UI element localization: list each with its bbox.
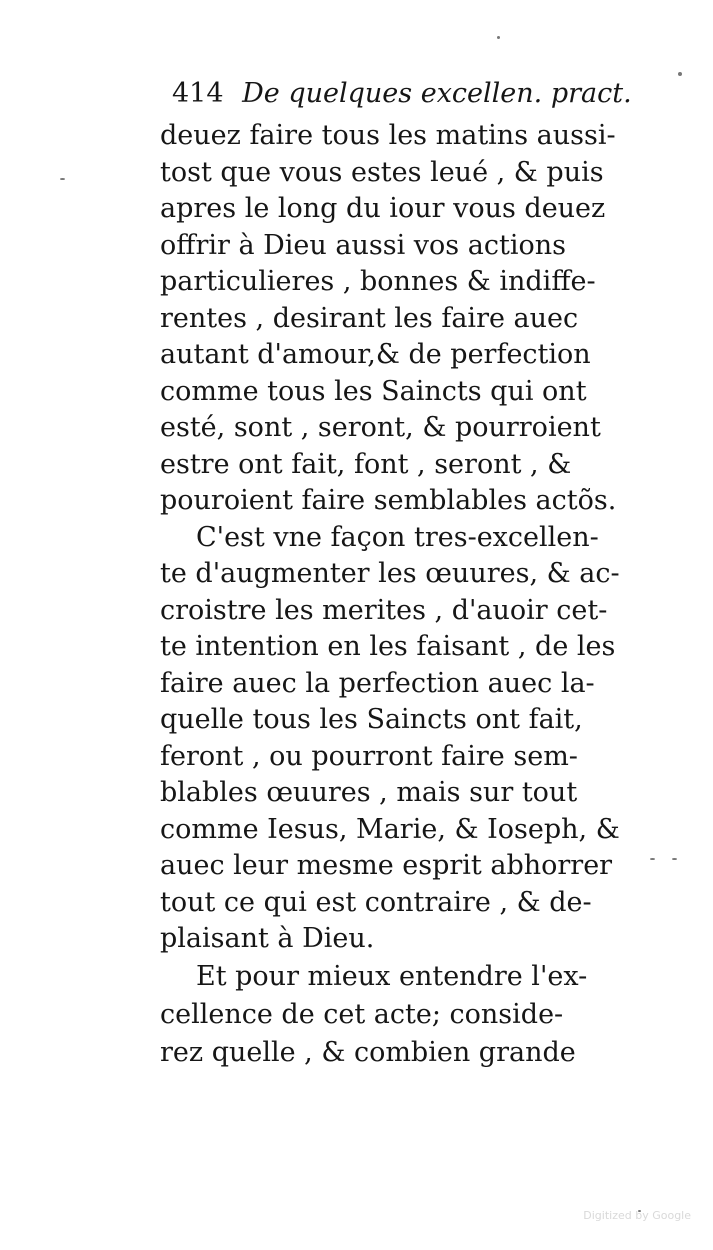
print-speck [678, 72, 682, 76]
text-line: rentes , desirant les faire auec [160, 302, 579, 334]
text-line: feront , ou pourront faire sem- [160, 740, 578, 772]
text-line: tost que vous estes leué , & puis [160, 156, 604, 188]
text-line: te intention en les faisant , de les [160, 631, 616, 662]
text-line: faire auec la perfection auec la- [160, 667, 595, 699]
text-line: estre ont fait, font , seront , & [160, 448, 572, 480]
text-line: apres le long du iour vous deuez [160, 193, 606, 224]
paragraph-start-line: C'est vne façon tres-excellen- [196, 521, 599, 553]
print-speck [497, 36, 500, 39]
print-speck [650, 858, 655, 860]
text-line: auec leur mesme esprit abhorrer [160, 850, 613, 881]
digitization-watermark: Digitized by Google [583, 1209, 691, 1222]
text-line: comme Iesus, Marie, & Ioseph, & [160, 813, 620, 845]
text-line: cellence de cet acte; conside- [160, 998, 564, 1030]
text-line: offrir à Dieu aussi vos actions [160, 229, 566, 261]
text-line: pouroient faire semblables actõs. [160, 485, 617, 516]
text-line: quelle tous les Saincts ont fait, [160, 704, 583, 735]
text-line: rez quelle , & combien grande [160, 1036, 576, 1068]
text-line: particulieres , bonnes & indiffe- [160, 266, 596, 297]
text-line: plaisant à Dieu. [160, 923, 375, 954]
body-text [160, 118, 640, 1072]
text-line: comme tous les Saincts qui ont [160, 375, 587, 407]
print-speck [672, 858, 677, 860]
text-line: esté, sont , seront, & pourroient [160, 412, 601, 443]
print-speck [60, 178, 65, 180]
text-line: tout ce qui est contraire , & de- [160, 886, 592, 918]
text-line: croistre les merites , d'auoir cet- [160, 594, 608, 626]
text-line: deuez faire tous les matins aussi- [160, 120, 616, 151]
running-header [172, 78, 632, 118]
text-line: autant d'amour,& de perfection [160, 339, 591, 370]
running-title: De quelques excellen. pract. [242, 78, 632, 109]
text-line: te d'augmenter les œuures, & ac- [160, 558, 620, 589]
paragraph-start-line: Et pour mieux entendre l'ex- [196, 960, 588, 992]
text-line: blables œuures , mais sur tout [160, 777, 578, 808]
page-number: 414 [172, 78, 224, 109]
